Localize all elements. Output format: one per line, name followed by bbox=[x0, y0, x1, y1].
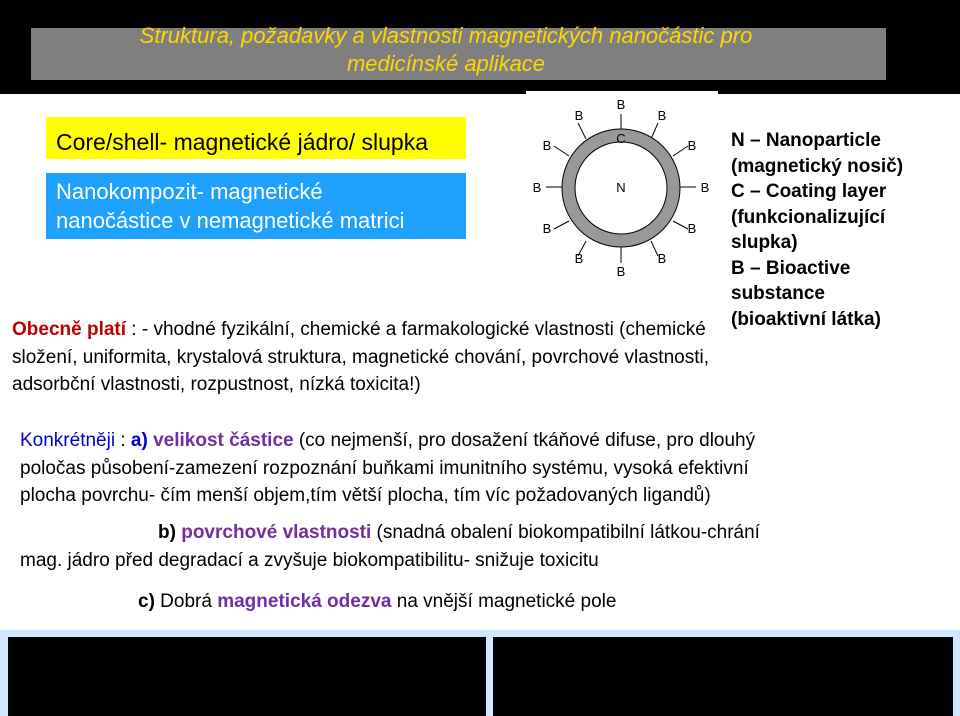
a-line-1-rest: (co nejmenší, pro dosažení tkáňové difuse, pro dlouhý bbox=[293, 430, 756, 451]
bioactive-label: B bbox=[532, 180, 542, 195]
nanocomposite-text bbox=[56, 177, 405, 235]
bioactive-label: B bbox=[657, 108, 667, 123]
legend-line: substance bbox=[731, 283, 825, 304]
a-line-3: plocha povrchu- čím menší objem,tím větší plocha, tím víc požadovaných ligandů) bbox=[20, 485, 711, 506]
legend-line: (bioaktivní látka) bbox=[731, 308, 881, 330]
bioactive-label: B bbox=[687, 221, 697, 236]
bioactive-label: B bbox=[542, 221, 552, 236]
b-line-1-rest: (snadná obalení biokompatibilní látkou-chrání bbox=[371, 522, 760, 543]
c-rest: na vnější magnetické pole bbox=[391, 591, 617, 612]
general-label: Obecně platí bbox=[12, 319, 127, 340]
bioactive-label: B bbox=[616, 264, 626, 279]
a-term: velikost částice bbox=[153, 430, 294, 451]
diagram-legend bbox=[731, 128, 903, 332]
b-line-1 bbox=[20, 519, 960, 547]
specific-line-1 bbox=[20, 427, 960, 455]
bioactive-label: B bbox=[700, 180, 710, 195]
c-paragraph bbox=[138, 588, 960, 616]
legend-line: C – Coating layer bbox=[731, 181, 887, 202]
nanocomposite-line-1: Nanokompozit- magnetické bbox=[56, 179, 323, 204]
general-line-3: adsorbční vlastnosti, rozpustnost, nízká toxicita!) bbox=[12, 374, 421, 395]
c-marker: c) bbox=[138, 591, 155, 612]
title-line-2: medicínské aplikace bbox=[346, 51, 546, 76]
c-pre: Dobrá bbox=[154, 591, 218, 612]
b-line-2: mag. jádro před degradací a zvyšuje biokompatibilitu- snižuje toxicitu bbox=[20, 549, 599, 571]
a-marker: a) bbox=[130, 430, 148, 451]
nanocomposite-box bbox=[46, 173, 466, 239]
nucleus-label: N bbox=[616, 180, 626, 195]
core-shell-text: Core/shell- magnetické jádro/ slupka bbox=[56, 129, 429, 155]
b-term: povrchové vlastnosti bbox=[181, 522, 372, 543]
b-paragraph bbox=[20, 519, 960, 574]
core-shell-box bbox=[46, 117, 466, 159]
nanocomposite-line-2: nanočástice v nemagnetické matrici bbox=[56, 208, 405, 233]
legend-line: slupka) bbox=[731, 232, 798, 253]
bioactive-label: B bbox=[542, 138, 552, 153]
bioactive-label: B bbox=[657, 251, 667, 266]
c-term: magnetická odezva bbox=[217, 591, 392, 612]
general-line-1-text: : - vhodné fyzikální, chemické a farmakologické vlastnosti (chemické bbox=[126, 319, 706, 340]
footer-panel-left bbox=[8, 637, 486, 716]
specific-sep: : bbox=[115, 430, 131, 451]
bioactive-label: B bbox=[574, 251, 584, 266]
general-line-1 bbox=[12, 316, 952, 344]
legend-line: (magnetický nosič) bbox=[731, 155, 904, 177]
general-line-2: složení, uniformita, krystalová struktura, magnetické chování, povrchové vlastnosti, bbox=[12, 346, 709, 368]
coating-label: C bbox=[616, 131, 626, 146]
a-line-2: poločas působení-zamezení rozpoznání buňkami imunitního systému, vysoká efektivní bbox=[20, 457, 749, 479]
b-marker: b) bbox=[158, 522, 176, 543]
legend-line: B – Bioactive bbox=[731, 257, 851, 279]
legend-line: (funkcionalizující bbox=[731, 206, 886, 228]
bioactive-label: B bbox=[616, 97, 626, 112]
slide-title bbox=[31, 22, 861, 78]
bioactive-label: B bbox=[687, 138, 697, 153]
general-paragraph bbox=[12, 316, 952, 399]
title-line-1: Struktura, požadavky a vlastnosti magnetických nanočástic pro bbox=[139, 23, 753, 48]
legend-line: N – Nanoparticle bbox=[731, 130, 881, 151]
bioactive-label: B bbox=[574, 108, 584, 123]
footer-panel-right bbox=[493, 637, 953, 716]
specific-label: Konkrétněji bbox=[20, 430, 116, 451]
specific-paragraph bbox=[20, 427, 960, 510]
nanoparticle-diagram bbox=[526, 91, 718, 281]
